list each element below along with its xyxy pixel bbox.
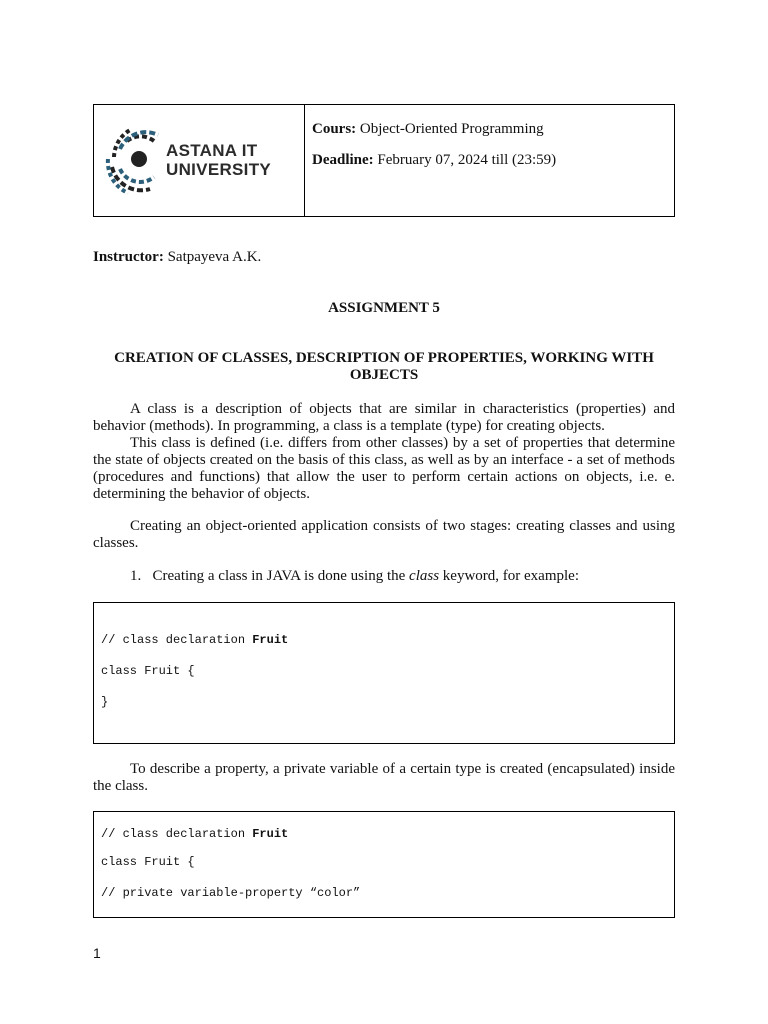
logo-line2: UNIVERSITY <box>166 160 272 179</box>
deadline-value: February 07, 2024 till (23:59) <box>377 152 557 168</box>
code-comment-line <box>101 827 288 841</box>
logo-text <box>166 141 271 179</box>
paragraph-3: Creating an object-oriented application consists of two stages: creating classes and using classes. <box>93 518 675 551</box>
code-line-class: class Fruit { <box>101 664 195 678</box>
page-number: 1 <box>93 945 101 961</box>
code-comment-line <box>101 633 288 647</box>
course-label: Cours: <box>312 121 357 137</box>
instructor-line <box>93 249 261 266</box>
paragraph-1: A class is a description of objects that are similar in characteristics (properties) and behavior (methods). In programming, a class is a template (type) for creating objects. <box>93 401 675 434</box>
section-title: CREATION OF CLASSES, DESCRIPTION OF PROPERTIES, WORKING WITH OBJECTS <box>114 350 654 383</box>
code-line-close: } <box>101 695 109 709</box>
list-item-1 <box>130 568 579 585</box>
list-text-before: Creating a class in JAVA is done using the <box>152 568 410 584</box>
logo-line1: ASTANA IT <box>166 141 258 160</box>
code-comment: // class declaration <box>101 633 253 647</box>
course-value: Object-Oriented Programming <box>359 121 544 137</box>
list-text-after: keyword, for example: <box>439 568 579 584</box>
paragraph-4: To describe a property, a private variable of a certain type is created (encapsulated) inside the class. <box>93 761 675 794</box>
deadline-line <box>312 152 674 169</box>
info-cell <box>305 105 674 216</box>
code-line-comment: // private variable-property “color” <box>101 886 361 900</box>
logo-cell <box>94 105 305 216</box>
list-keyword: class <box>409 568 440 584</box>
instructor-label: Instructor: <box>93 249 164 265</box>
paragraph-2: This class is defined (i.e. differs from other classes) by a set of properties that determine the state of objects created on the basis of this class, as well as by an interface - a set of methods (procedures and functions) that allow the user to perform certain actions on objects, i.e. e. determining the behavior of objects. <box>93 435 675 502</box>
code-block-2 <box>93 811 675 918</box>
code-line-class: class Fruit { <box>101 855 195 869</box>
deadline-label: Deadline: <box>312 152 374 168</box>
code-block-1 <box>93 602 675 744</box>
code-comment: // class declaration <box>101 827 253 841</box>
assignment-title: ASSIGNMENT 5 <box>328 300 440 316</box>
code-comment-bold: Fruit <box>252 633 289 647</box>
header-table <box>93 104 675 217</box>
instructor-value: Satpayeva A.K. <box>167 249 262 265</box>
list-number: 1. <box>130 568 142 584</box>
course-line <box>312 121 674 138</box>
code-comment-bold: Fruit <box>252 827 289 841</box>
university-logo-icon <box>102 119 166 201</box>
